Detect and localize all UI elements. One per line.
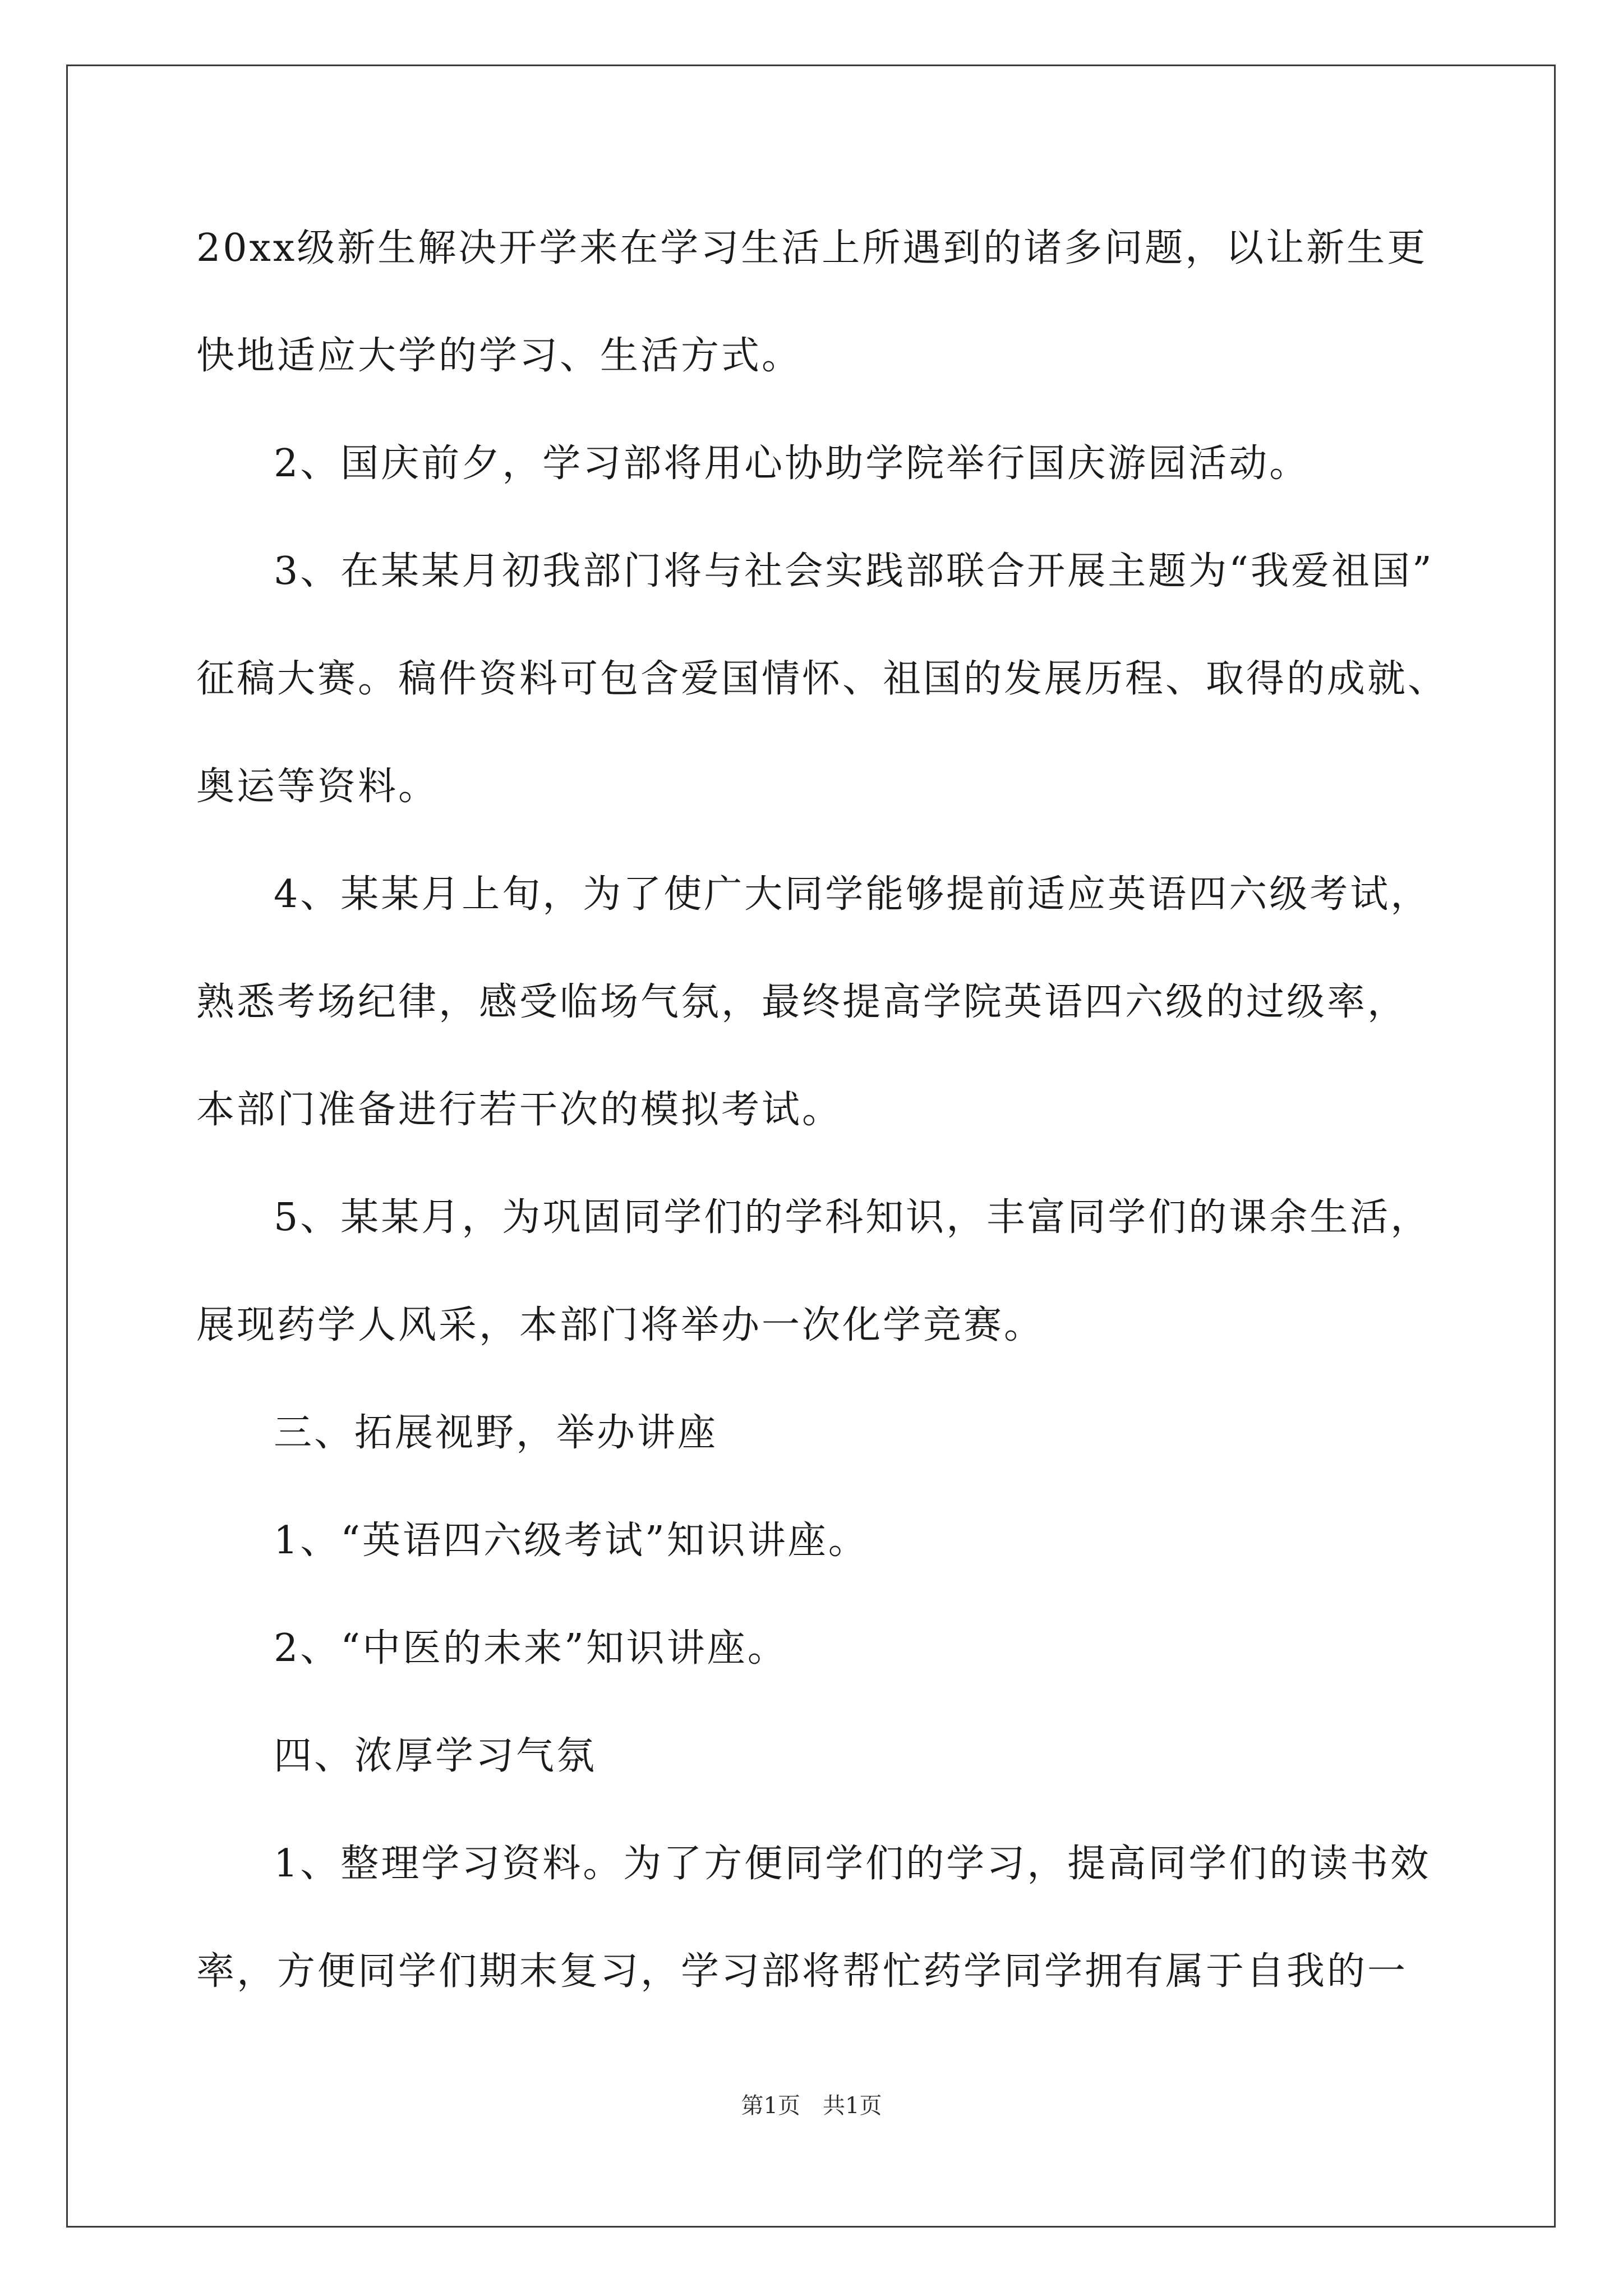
text-line: 本部门准备进行若干次的模拟考试。 <box>196 1088 843 1132</box>
text-line: 2、国庆前夕，学习部将用心协助学院举行国庆游园活动。 <box>274 441 1310 486</box>
text-line: 快地适应大学的学习、生活方式。 <box>196 334 803 378</box>
text-line: 20xx级新生解决开学来在学习生活上所遇到的诸多问题，以让新生更 <box>196 226 1428 270</box>
text-line: 奥运等资料。 <box>196 765 439 809</box>
text-line: 1、“英语四六级考试”知识讲座。 <box>274 1519 869 1563</box>
document-body <box>196 212 1449 2043</box>
text-line: 熟悉考场纪律，感受临场气氛，最终提高学院英语四六级的过级率， <box>196 980 1408 1024</box>
text-line: 1、整理学习资料。为了方便同学们的学习，提高同学们的读书效 <box>274 1842 1431 1886</box>
section-heading: 三、拓展视野，举办讲座 <box>274 1411 718 1455</box>
text-line: 征稿大赛。稿件资料可包含爱国情怀、祖国的发展历程、取得的成就、 <box>196 657 1449 701</box>
text-line: 展现药学人风采，本部门将举办一次化学竞赛。 <box>196 1303 1045 1347</box>
text-line: 2、“中医的未来”知识讲座。 <box>274 1626 788 1671</box>
text-line: 4、某某月上旬，为了使广大同学能够提前适应英语四六级考试， <box>274 872 1431 917</box>
section-heading: 四、浓厚学习气氛 <box>274 1734 597 1778</box>
text-line: 率，方便同学们期末复习，学习部将帮忙药学同学拥有属于自我的一 <box>196 1949 1408 1994</box>
page-number-footer: 第1页 共1页 <box>741 2093 882 2119</box>
text-line: 5、某某月，为巩固同学们的学科知识，丰富同学们的课余生活， <box>274 1195 1431 1240</box>
text-line: 3、在某某月初我部门将与社会实践部联合开展主题为“我爱祖国” <box>274 549 1434 593</box>
